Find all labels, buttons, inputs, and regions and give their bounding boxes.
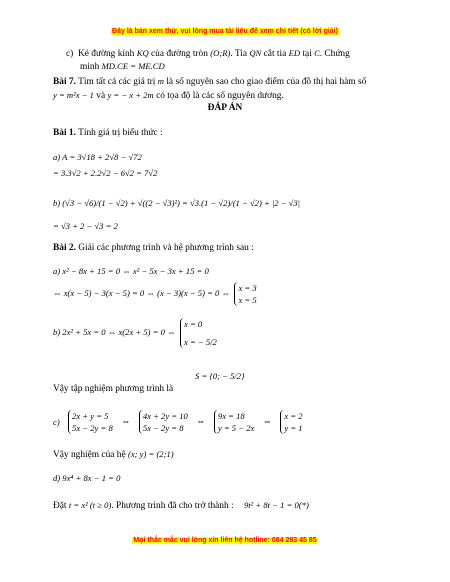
system-row: 9x = 18: [217, 411, 245, 421]
bai2-b-line1: [53, 318, 219, 348]
solution-set-math: S = {0; − 5/2}: [195, 371, 245, 381]
part-c-text: Chứng: [324, 49, 350, 59]
system-row: 5x − 2y = 8: [142, 423, 184, 433]
bai2-solution-text: Vậy tập nghiệm phương trình là: [53, 384, 174, 394]
part-c-math: KQ: [136, 48, 149, 58]
substitution-text: . Phương trình đã cho trở thành :: [111, 501, 234, 511]
bai1-a-line2: = 3.3√2 + 2.2√2 − 6√2 = 7√2: [53, 168, 158, 178]
bai7-math: y = m²x − 1: [53, 90, 94, 100]
bai7-label: Bài 7.: [53, 77, 76, 87]
system-row: 2x + y = 5: [72, 411, 109, 421]
bai7-text: có tọa độ là các số nguyên dương.: [156, 91, 284, 101]
substitution-text: Đặt: [53, 501, 67, 511]
part-c-text: minh: [80, 62, 100, 72]
equiv-symbol: ⇔: [262, 416, 273, 427]
part-c-math: C.: [314, 48, 323, 58]
bai7-math: m: [157, 76, 164, 86]
system-row: x = 2: [284, 411, 303, 421]
conclusion-math: (x; y) = (2;1): [127, 449, 174, 459]
answer-title: ĐÁP ÁN: [207, 103, 243, 113]
bai2-text: Giải các phương trình và hệ phương trình sau :: [78, 243, 254, 253]
system-brace: [280, 410, 302, 434]
bai2-b-brace: [180, 318, 217, 348]
bai2-a-line1: a) x² − 8x + 15 = 0 ⇔ x² − 5x − 3x + 15 = 0: [53, 266, 209, 276]
bai2-c-label: c): [53, 416, 60, 427]
equiv-symbol: ⇔: [121, 416, 131, 427]
bai2-heading: [53, 243, 254, 254]
bai1-b-line1: b) (√3 − √6)/(1 − √2) + √((2 − √3)²) = √3.(1 − √2)/(1 − √2) + |2 − √3|: [53, 198, 301, 208]
equiv-symbol: ⇔: [196, 416, 206, 427]
system-brace: [214, 410, 254, 434]
substitution-math: t = x² (t ≥ 0): [68, 500, 112, 510]
bai2-c-system: [53, 410, 305, 434]
system-brace: [139, 410, 188, 434]
bai7-line2: [53, 90, 284, 102]
part-c-text: Kẻ đường kính: [77, 49, 135, 59]
substitution-math: 9t² + 8t − 1 = 0(*): [243, 500, 309, 510]
bai2-c-conclusion: [53, 449, 174, 461]
part-c-text: tại: [302, 49, 312, 59]
bai2-b-root: x = − 5/2: [184, 337, 217, 347]
bai2-label: Bài 2.: [53, 243, 76, 253]
part-c-line2: [80, 61, 165, 73]
bai2-a-root: x = 3: [238, 283, 257, 293]
bai1-heading: [53, 128, 163, 139]
bai1-text: Tính giá trị biểu thức :: [78, 128, 163, 138]
bai7-text: Tìm tất cả các giá trị: [78, 77, 156, 87]
bai7-text: và: [96, 91, 106, 101]
part-c-label: c): [66, 49, 74, 59]
system-row: 5x − 2y = 8: [72, 423, 113, 433]
part-c-math: QN: [249, 48, 262, 58]
bai2-d-line1: d) 9x⁴ + 8x − 1 = 0: [53, 473, 121, 483]
part-c-math: ED: [288, 48, 301, 58]
part-c-line1: [66, 48, 350, 60]
bai2-a-text: ⇔ x(x − 5) − 3(x − 5) = 0 ⇔ (x − 3)(x − 5) = 0 ⇔: [53, 288, 231, 299]
system-row: 4x + 2y = 10: [142, 411, 188, 421]
bai1-b-line2: = √3 + 2 − √3 = 2: [53, 221, 118, 231]
system-brace: [68, 410, 113, 434]
part-c-math: MD.CE = ME.CD: [101, 61, 165, 71]
bai2-solution-set: [195, 371, 245, 383]
bai2-a-brace: [234, 282, 256, 306]
bai2-b-root: x = 0: [184, 319, 203, 329]
part-c-text: của đường tròn: [151, 49, 208, 59]
part-c-text: . Tia: [230, 49, 247, 59]
conclusion-text: Vậy nghiệm của hệ: [53, 450, 126, 460]
bai2-a-line2: [53, 282, 259, 306]
hotline-banner-text: Mọi thắc mắc vui lòng xin liên hệ hotline: 084 283 45 85: [133, 537, 317, 544]
bai7-math: y = − x + 2m: [107, 90, 154, 100]
bai1-a-line1: a) A = 3√18 + 2√8 − √72: [53, 152, 142, 162]
bai2-b-text: b) 2x² + 5x = 0 ⇔ x(2x + 5) = 0 ⇔: [53, 327, 176, 338]
system-row: y = 5 − 2x: [217, 423, 255, 433]
hotline-banner: [0, 537, 450, 544]
preview-banner-text: Đây là bản xem thử, vui lòng mua tài liệu để xem chi tiết (có lời giải): [112, 28, 338, 35]
part-c-math: (O;R): [210, 48, 231, 58]
bai2-a-root: x = 5: [238, 295, 257, 305]
part-c-text: cắt tia: [263, 49, 287, 59]
system-row: y = 1: [284, 423, 303, 433]
bai1-label: Bài 1.: [53, 128, 76, 138]
bai7-line1: [53, 76, 366, 88]
bai2-d-line2: [53, 500, 309, 512]
bai7-text: là số nguyên sao cho giao điểm của đồ thị hai hàm số: [166, 77, 367, 87]
preview-banner: [0, 28, 450, 35]
